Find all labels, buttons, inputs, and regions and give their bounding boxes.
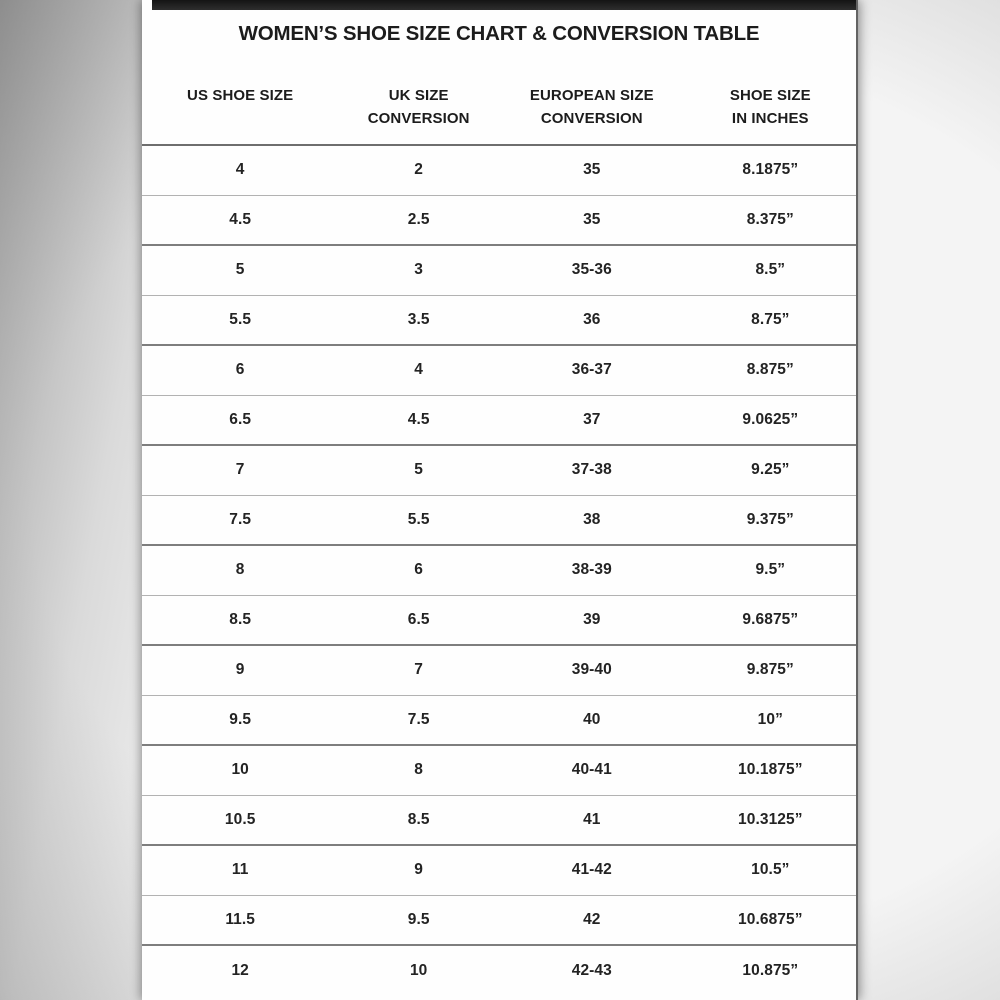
table-row (142, 295, 856, 345)
cell-inches-size: 8.375” (685, 195, 856, 245)
cell-eu-size: 39-40 (499, 645, 685, 695)
cell-inches-size: 8.1875” (685, 145, 856, 195)
cell-us-size: 4.5 (142, 195, 338, 245)
column-header-us-size (142, 46, 338, 145)
table-row (142, 645, 856, 695)
table-row (142, 395, 856, 445)
table-row (142, 895, 856, 945)
cell-uk-size: 4 (338, 345, 499, 395)
cell-inches-size: 9.6875” (685, 595, 856, 645)
header-row (142, 46, 856, 145)
column-header-inches-size (685, 46, 856, 145)
cell-uk-size: 6.5 (338, 595, 499, 645)
cell-eu-size: 42 (499, 895, 685, 945)
table-row (142, 345, 856, 395)
cell-inches-size: 10.3125” (685, 795, 856, 845)
table-row (142, 795, 856, 845)
card-top-strip (152, 0, 856, 10)
cell-eu-size: 42-43 (571, 961, 612, 979)
cell-uk-size: 5 (338, 445, 499, 495)
column-header-uk-size (338, 46, 499, 145)
cell-inches-size: 9.375” (685, 495, 856, 545)
cell-uk-size: 3 (338, 245, 499, 295)
cell-eu-size: 37 (499, 395, 685, 445)
cell-eu-size: 36-37 (499, 345, 685, 395)
table-row (142, 745, 856, 795)
cell-eu-size: 40-41 (499, 745, 685, 795)
table-row (142, 945, 856, 995)
cell-uk-size: 8.5 (338, 795, 499, 845)
cell-eu-size: 36 (499, 295, 685, 345)
cell-inches-size: 8.75” (685, 295, 856, 345)
page-title: WOMEN’S SHOE SIZE CHART & CONVERSION TABLE (238, 22, 760, 45)
cell-us-size: 9 (142, 645, 338, 695)
cell-eu-size: 35-36 (499, 245, 685, 295)
cell-inches-size: 10” (685, 695, 856, 745)
cell-inches-size: 8.5” (685, 245, 856, 295)
cell-eu-size: 41-42 (499, 845, 685, 895)
cell-eu-size: 35 (499, 195, 685, 245)
table-body (142, 145, 856, 995)
column-header-line: US SHOE SIZE (187, 87, 294, 104)
column-header-eu-size (499, 46, 685, 145)
cell-uk-size: 4.5 (338, 395, 499, 445)
table-row (142, 845, 856, 895)
cell-inches-size: 10.1875” (685, 745, 856, 795)
cell-us-size: 4 (142, 145, 338, 195)
cell-inches-size: 10.6875” (685, 895, 856, 945)
table-row (142, 445, 856, 495)
cell-eu-size: 40 (499, 695, 685, 745)
cell-us-size: 5 (142, 245, 338, 295)
cell-inches-size: 8.875” (685, 345, 856, 395)
cell-us-size: 8 (142, 545, 338, 595)
cell-eu-size: 38 (499, 495, 685, 545)
cell-uk-size: 7.5 (338, 695, 499, 745)
cell-us-size: 10.5 (142, 795, 338, 845)
size-conversion-table (142, 46, 856, 995)
cell-us-size: 6 (142, 345, 338, 395)
cell-inches-size: 9.5” (685, 545, 856, 595)
cell-eu-size: 35 (499, 145, 685, 195)
cell-uk-size: 9.5 (338, 895, 499, 945)
table-row (142, 195, 856, 245)
table-row (142, 595, 856, 645)
chart-card (142, 0, 858, 1000)
cell-us-size: 8.5 (142, 595, 338, 645)
column-header-line: SHOE SIZE (729, 87, 811, 104)
cell-uk-size: 8 (338, 745, 499, 795)
cell-eu-size: 38-39 (499, 545, 685, 595)
cell-us-size: 11.5 (142, 895, 338, 945)
column-header-line: CONVERSION (540, 110, 643, 127)
cell-uk-size: 2.5 (338, 195, 499, 245)
cell-inches-size: 10.5” (685, 845, 856, 895)
cell-uk-size: 10 (409, 961, 428, 979)
table-row (142, 545, 856, 595)
cell-inches-size: 9.875” (685, 645, 856, 695)
cell-us-size: 10 (142, 745, 338, 795)
cell-uk-size: 9 (338, 845, 499, 895)
cell-eu-size: 41 (499, 795, 685, 845)
cell-us-size: 12 (231, 961, 249, 979)
cell-us-size: 6.5 (142, 395, 338, 445)
cell-uk-size: 6 (338, 545, 499, 595)
cell-us-size: 7.5 (142, 495, 338, 545)
cell-eu-size: 37-38 (499, 445, 685, 495)
cell-uk-size: 3.5 (338, 295, 499, 345)
column-header-line: CONVERSION (367, 110, 470, 127)
table-row (142, 145, 856, 195)
cell-inches-size: 9.25” (685, 445, 856, 495)
cell-us-size: 9.5 (142, 695, 338, 745)
cell-uk-size: 7 (338, 645, 499, 695)
cell-uk-size: 2 (338, 145, 499, 195)
table-row (142, 695, 856, 745)
cell-uk-size: 5.5 (338, 495, 499, 545)
column-header-line: UK SIZE (388, 87, 449, 104)
table-row (142, 245, 856, 295)
cell-us-size: 7 (142, 445, 338, 495)
cell-inches-size: 10.875” (742, 961, 799, 979)
column-header-line: EUROPEAN SIZE (529, 87, 654, 104)
cell-us-size: 5.5 (142, 295, 338, 345)
table-row (142, 495, 856, 545)
table-header (142, 46, 856, 145)
column-header-line: IN INCHES (731, 110, 809, 127)
cell-eu-size: 39 (499, 595, 685, 645)
cell-inches-size: 9.0625” (685, 395, 856, 445)
cell-us-size: 11 (142, 845, 338, 895)
